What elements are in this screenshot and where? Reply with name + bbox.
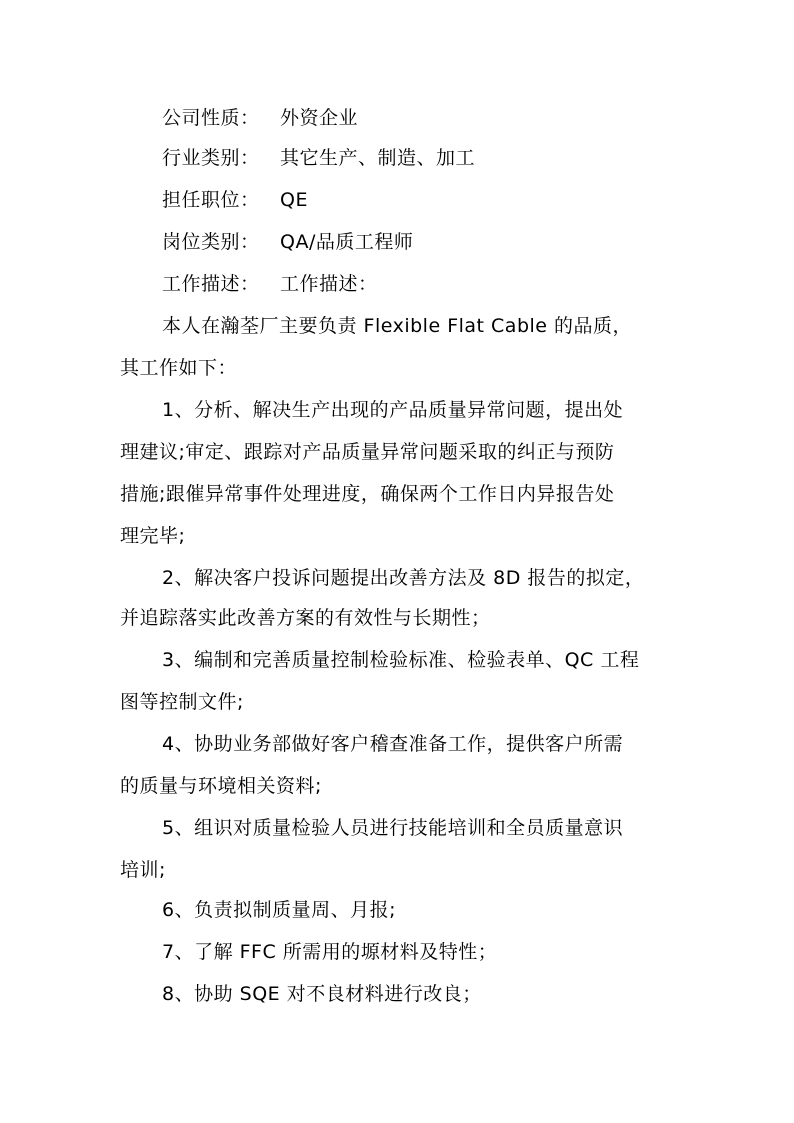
item-2-line-1: 2、解决客户投诉问题提出改善方法及 8D 报告的拟定， (162, 567, 645, 589)
field-row-company-type (162, 106, 358, 130)
item-7-line-1: 7、了解 FFC 所需用的塬材料及特性； (162, 941, 498, 963)
field-row-job-category (162, 230, 413, 254)
field-value: 工作描述： (280, 273, 378, 295)
field-label: 担任职位： (162, 189, 260, 211)
item-6-line-1: 6、负责拟制质量周、月报; (162, 899, 396, 921)
field-value: 外资企业 (280, 107, 359, 129)
field-label: 行业类别： (162, 147, 260, 169)
field-value: QE (280, 189, 308, 211)
item-5-line-1: 5、组识对质量检验人员进行技能培训和全员质量意识 (162, 817, 624, 839)
item-1-line-4: 理完毕; (120, 525, 186, 547)
item-8-line-1: 8、协助 SQE 对不良材料进行改良； (162, 983, 482, 1005)
item-1-line-3: 措施;跟催异常事件处理进度，确保两个工作日内异报告处 (120, 483, 615, 505)
item-3-line-1: 3、编制和完善质量控制检验标准、检验表单、QC 工程 (162, 649, 640, 671)
item-2-line-2: 并追踪落实此改善方案的有效性与长期性； (120, 607, 491, 629)
item-5-line-2: 培训; (120, 859, 166, 881)
item-1-line-1: 1、分析、解决生产出现的产品质量异常问题，提出处 (162, 399, 624, 421)
field-label: 工作描述： (162, 273, 260, 295)
intro-line-1: 本人在瀚荃厂主要负责 Flexible Flat Cable 的品质， (162, 315, 633, 337)
field-value: 其它生产、制造、加工 (280, 147, 476, 169)
field-label: 岗位类别： (162, 231, 260, 253)
item-1-line-2: 理建议;审定、跟踪对产品质量异常问题采取的纠正与预防 (120, 441, 615, 463)
field-row-job-description (162, 272, 378, 296)
item-4-line-1: 4、协助业务部做好客户稽查准备工作，提供客户所需 (162, 733, 624, 755)
item-3-line-2: 图等控制文件; (120, 691, 244, 713)
field-row-industry (162, 146, 475, 170)
item-4-line-2: 的质量与环境相关资料; (120, 775, 322, 797)
field-row-position (162, 188, 308, 212)
field-label: 公司性质： (162, 107, 260, 129)
field-value: QA/品质工程师 (280, 231, 414, 253)
intro-line-2: 其工作如下： (120, 357, 238, 379)
